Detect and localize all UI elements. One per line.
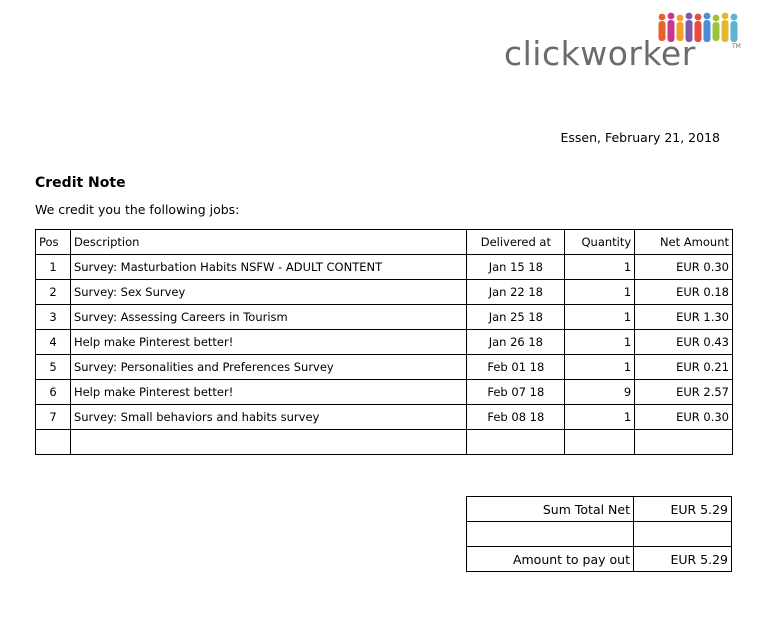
table-row: [36, 255, 733, 280]
totals-row-sum: [467, 497, 732, 522]
cell-net-amount: EUR 0.18: [635, 280, 733, 305]
cell-quantity: 9: [565, 380, 635, 405]
cell-pos: 5: [36, 355, 71, 380]
header-net-amount: Net Amount: [635, 230, 733, 255]
table-row: [36, 330, 733, 355]
cell-pos: 7: [36, 405, 71, 430]
cell-empty: [467, 522, 634, 547]
cell-delivered-at: Feb 08 18: [467, 405, 565, 430]
totals-row-payout: [467, 547, 732, 572]
cell-net-amount: EUR 0.21: [635, 355, 733, 380]
logo-wordmark: clickworker: [504, 34, 696, 73]
table-row: [36, 355, 733, 380]
cell-net-amount: EUR 2.57: [635, 380, 733, 405]
header-delivered-at: Delivered at: [467, 230, 565, 255]
cell-net-amount: EUR 0.43: [635, 330, 733, 355]
cell-net-amount: EUR 1.30: [635, 305, 733, 330]
cell-delivered-at: Jan 25 18: [467, 305, 565, 330]
table-row-empty: [36, 430, 733, 455]
intro-text: We credit you the following jobs:: [35, 202, 240, 217]
header-quantity: Quantity: [565, 230, 635, 255]
header-description: Description: [70, 230, 466, 255]
cell-description: Survey: Personalities and Preferences Survey: [70, 355, 466, 380]
jobs-table: [35, 229, 733, 455]
cell-description: Survey: Small behaviors and habits survey: [70, 405, 466, 430]
cell-pos: 1: [36, 255, 71, 280]
clickworker-logo: [504, 12, 744, 73]
cell-empty: [634, 522, 732, 547]
cell-quantity: 1: [565, 255, 635, 280]
cell-description: Survey: Masturbation Habits NSFW - ADULT CONTENT: [70, 255, 466, 280]
cell-empty: [635, 430, 733, 455]
cell-description: Help make Pinterest better!: [70, 380, 466, 405]
totals-row-empty: [467, 522, 732, 547]
cell-delivered-at: Jan 22 18: [467, 280, 565, 305]
cell-net-amount: EUR 0.30: [635, 255, 733, 280]
place-date: Essen, February 21, 2018: [560, 130, 720, 145]
table-row: [36, 380, 733, 405]
header-pos: Pos: [36, 230, 71, 255]
cell-delivered-at: Jan 26 18: [467, 330, 565, 355]
cell-delivered-at: Feb 01 18: [467, 355, 565, 380]
cell-empty: [70, 430, 466, 455]
table-row: [36, 305, 733, 330]
sum-total-net-label: Sum Total Net: [467, 497, 634, 522]
cell-net-amount: EUR 0.30: [635, 405, 733, 430]
cell-empty: [565, 430, 635, 455]
amount-to-pay-value: EUR 5.29: [634, 547, 732, 572]
table-row: [36, 280, 733, 305]
table-row: [36, 405, 733, 430]
cell-quantity: 1: [565, 405, 635, 430]
cell-quantity: 1: [565, 355, 635, 380]
cell-quantity: 1: [565, 280, 635, 305]
table-header-row: [36, 230, 733, 255]
cell-pos: 2: [36, 280, 71, 305]
cell-quantity: 1: [565, 305, 635, 330]
cell-delivered-at: Feb 07 18: [467, 380, 565, 405]
cell-empty: [36, 430, 71, 455]
cell-pos: 3: [36, 305, 71, 330]
cell-empty: [467, 430, 565, 455]
sum-total-net-value: EUR 5.29: [634, 497, 732, 522]
cell-delivered-at: Jan 15 18: [467, 255, 565, 280]
cell-description: Survey: Sex Survey: [70, 280, 466, 305]
cell-description: Help make Pinterest better!: [70, 330, 466, 355]
totals-table: [466, 496, 732, 572]
amount-to-pay-label: Amount to pay out: [467, 547, 634, 572]
cell-pos: 4: [36, 330, 71, 355]
document-title: Credit Note: [35, 175, 126, 191]
cell-pos: 6: [36, 380, 71, 405]
cell-description: Survey: Assessing Careers in Tourism: [70, 305, 466, 330]
logo-trademark: TM: [732, 43, 741, 50]
cell-quantity: 1: [565, 330, 635, 355]
